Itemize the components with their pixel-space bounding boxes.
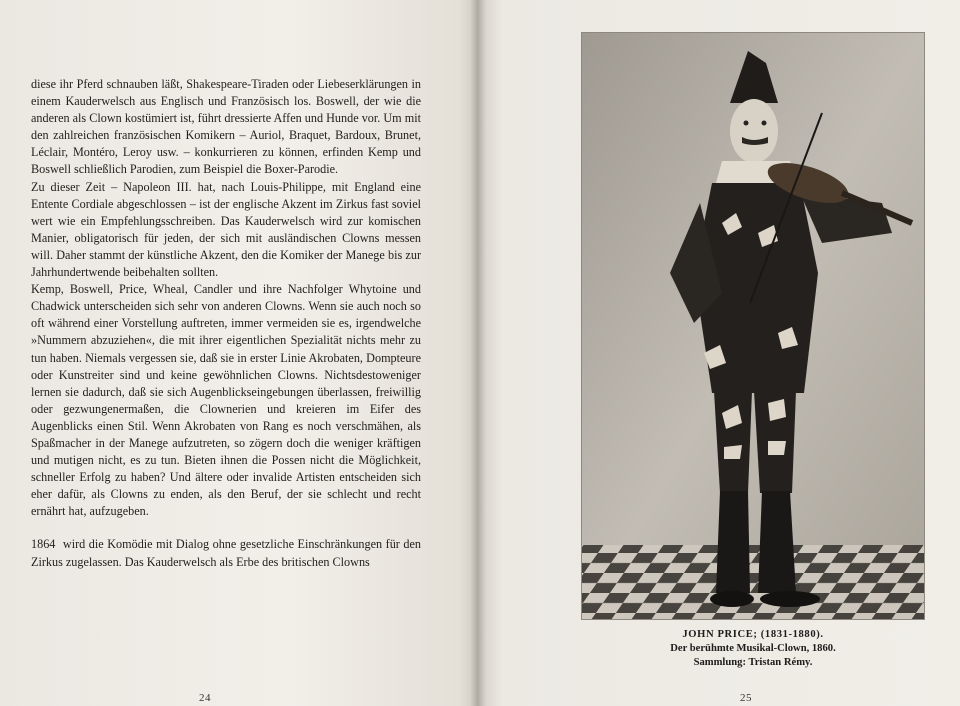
- paragraph-3: Kemp, Boswell, Price, Wheal, Candler und ihre Nachfolger Whytoine und Chadwick unterscheiden sich sehr von anderen Clowns. Wenn sie auch noch so oft während einer Vorstellung auftreten, immer vermeiden sie es, irgendwelche »Nummern abzuziehen«, die mit ihrer eigentlichen Spezialität nichts mehr zu tun haben. Niemals vergessen sie, daß sie in erster Linie Akrobaten, Dompteure oder Kunstreiter sind und keine gewöhnlichen Clowns. Nichtsdestoweniger lernen sie dadurch, daß sie sich Augenblickseingebungen überlassen, freiwillig oder gezwungenermaßen, die Clownerien und kreieren im Eifer des Augenblicks einen Stil. Wenn Akrobaten von Rang es noch verschmähen, als Spaßmacher in der Manege aufzutreten, so zögern doch die weniger kräftigen und mutigen nicht, es zu tun. Bieten ihnen die Possen nicht die Möglichkeit, schneller Erfolg zu haben? Und ältere oder invalide Artisten entscheiden sich eher dafür, als Clowns zu enden, als den Beruf, der sie schlecht und recht ernährt hat, aufzugeben.: [31, 282, 421, 519]
- left-page: [0, 0, 478, 706]
- photo-caption: [582, 628, 924, 670]
- paragraph-2: Zu dieser Zeit – Napoleon III. hat, nach Louis-Philippe, mit England eine Entente Cordiale abgeschlossen – ist der englische Akzent im Zirkus fast soviel wert wie ein Empfehlungsschreiben. Das Kauderwelsch wird zur komischen Manier, obligatorisch für jeden, der sich mit ausländischen Clowns messen will. Daher stammt der künstliche Akzent, den die Komiker der Manege bis zur Jahrhundertwende beibehalten sollten.: [31, 179, 421, 280]
- caption-description: Der berühmte Musikal-Clown, 1860.: [670, 643, 836, 654]
- paragraph-4: [31, 536, 421, 570]
- body-text: [31, 76, 421, 571]
- paragraph-1: diese ihr Pferd schnauben läßt, Shakespeare-Tiraden oder Liebeserklärungen in einem Kauderwelsch aus Englisch und Französisch los. Boswell, der wie die anderen als Clown kostümiert ist, führt dressierte Affen und Hunde vor. Um mit den zahlreichen französischen Komikern – Auriol, Braquet, Bardoux, Brunet, Léclair, Montéro, Leroy usw. – konkurrieren zu können, erfinden Kemp und Boswell schließlich Parodien, zum Beispiel die Boxer-Parodie.: [31, 77, 421, 177]
- caption-name: JOHN PRICE; (1831-1880).: [682, 629, 824, 640]
- page-number-right: 25: [740, 692, 752, 704]
- year-marker: 1864: [31, 537, 56, 552]
- checkered-floor: [582, 545, 924, 619]
- paragraph-4-text: wird die Komödie mit Dialog ohne gesetzliche Einschränkungen für den Zirkus zugelassen. Das Kauderwelsch als Erbe des britischen Clowns: [31, 537, 421, 569]
- page-number-left: 24: [199, 692, 211, 704]
- caption-collection: Sammlung: Tristan Rémy.: [693, 657, 813, 668]
- book-gutter: [470, 0, 486, 706]
- clown-photograph: [582, 33, 924, 619]
